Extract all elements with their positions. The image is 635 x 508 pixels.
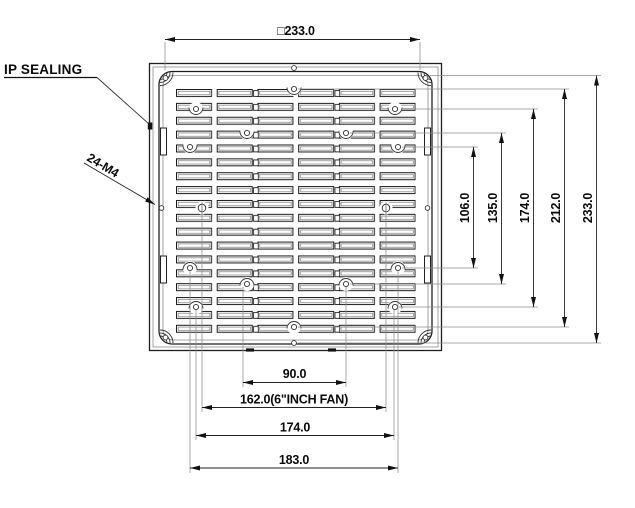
dim-right-233-label: 233.0: [581, 192, 595, 224]
dim-right-212-label: 212.0: [549, 192, 563, 224]
dim-bottom-162-label: 162.0(6"INCH FAN): [239, 392, 349, 407]
m4-hole-left: [159, 206, 164, 211]
slot-connector-strip-left: [253, 89, 259, 333]
louver-slots: [176, 89, 416, 333]
mounting-holes-callout: [84, 151, 155, 205]
dim-right-135-label: 135.0: [486, 192, 500, 224]
dim-top-label: □233.0: [277, 24, 315, 38]
mounting-holes-label: 24-M4: [84, 150, 122, 181]
dim-bottom-90-label: 90.0: [282, 367, 307, 381]
ip-sealing-label: IP SEALING: [4, 62, 83, 77]
ip-sealing-callout: [4, 62, 149, 124]
corner-detail-top-right: [418, 73, 431, 86]
dim-bottom-174-label: 174.0: [279, 420, 311, 435]
slot-connector-strip-right: [334, 89, 340, 333]
dim-right-106-label: 106.0: [458, 192, 472, 224]
m4-hole-right: [425, 206, 430, 211]
corner-detail-bottom-right: [418, 330, 431, 343]
corner-detail-bottom-left: [160, 330, 173, 343]
corner-detail-top-left: [160, 73, 173, 86]
dim-right-174-label: 174.0: [518, 192, 532, 224]
dim-bottom-183-label: 183.0: [278, 453, 310, 467]
